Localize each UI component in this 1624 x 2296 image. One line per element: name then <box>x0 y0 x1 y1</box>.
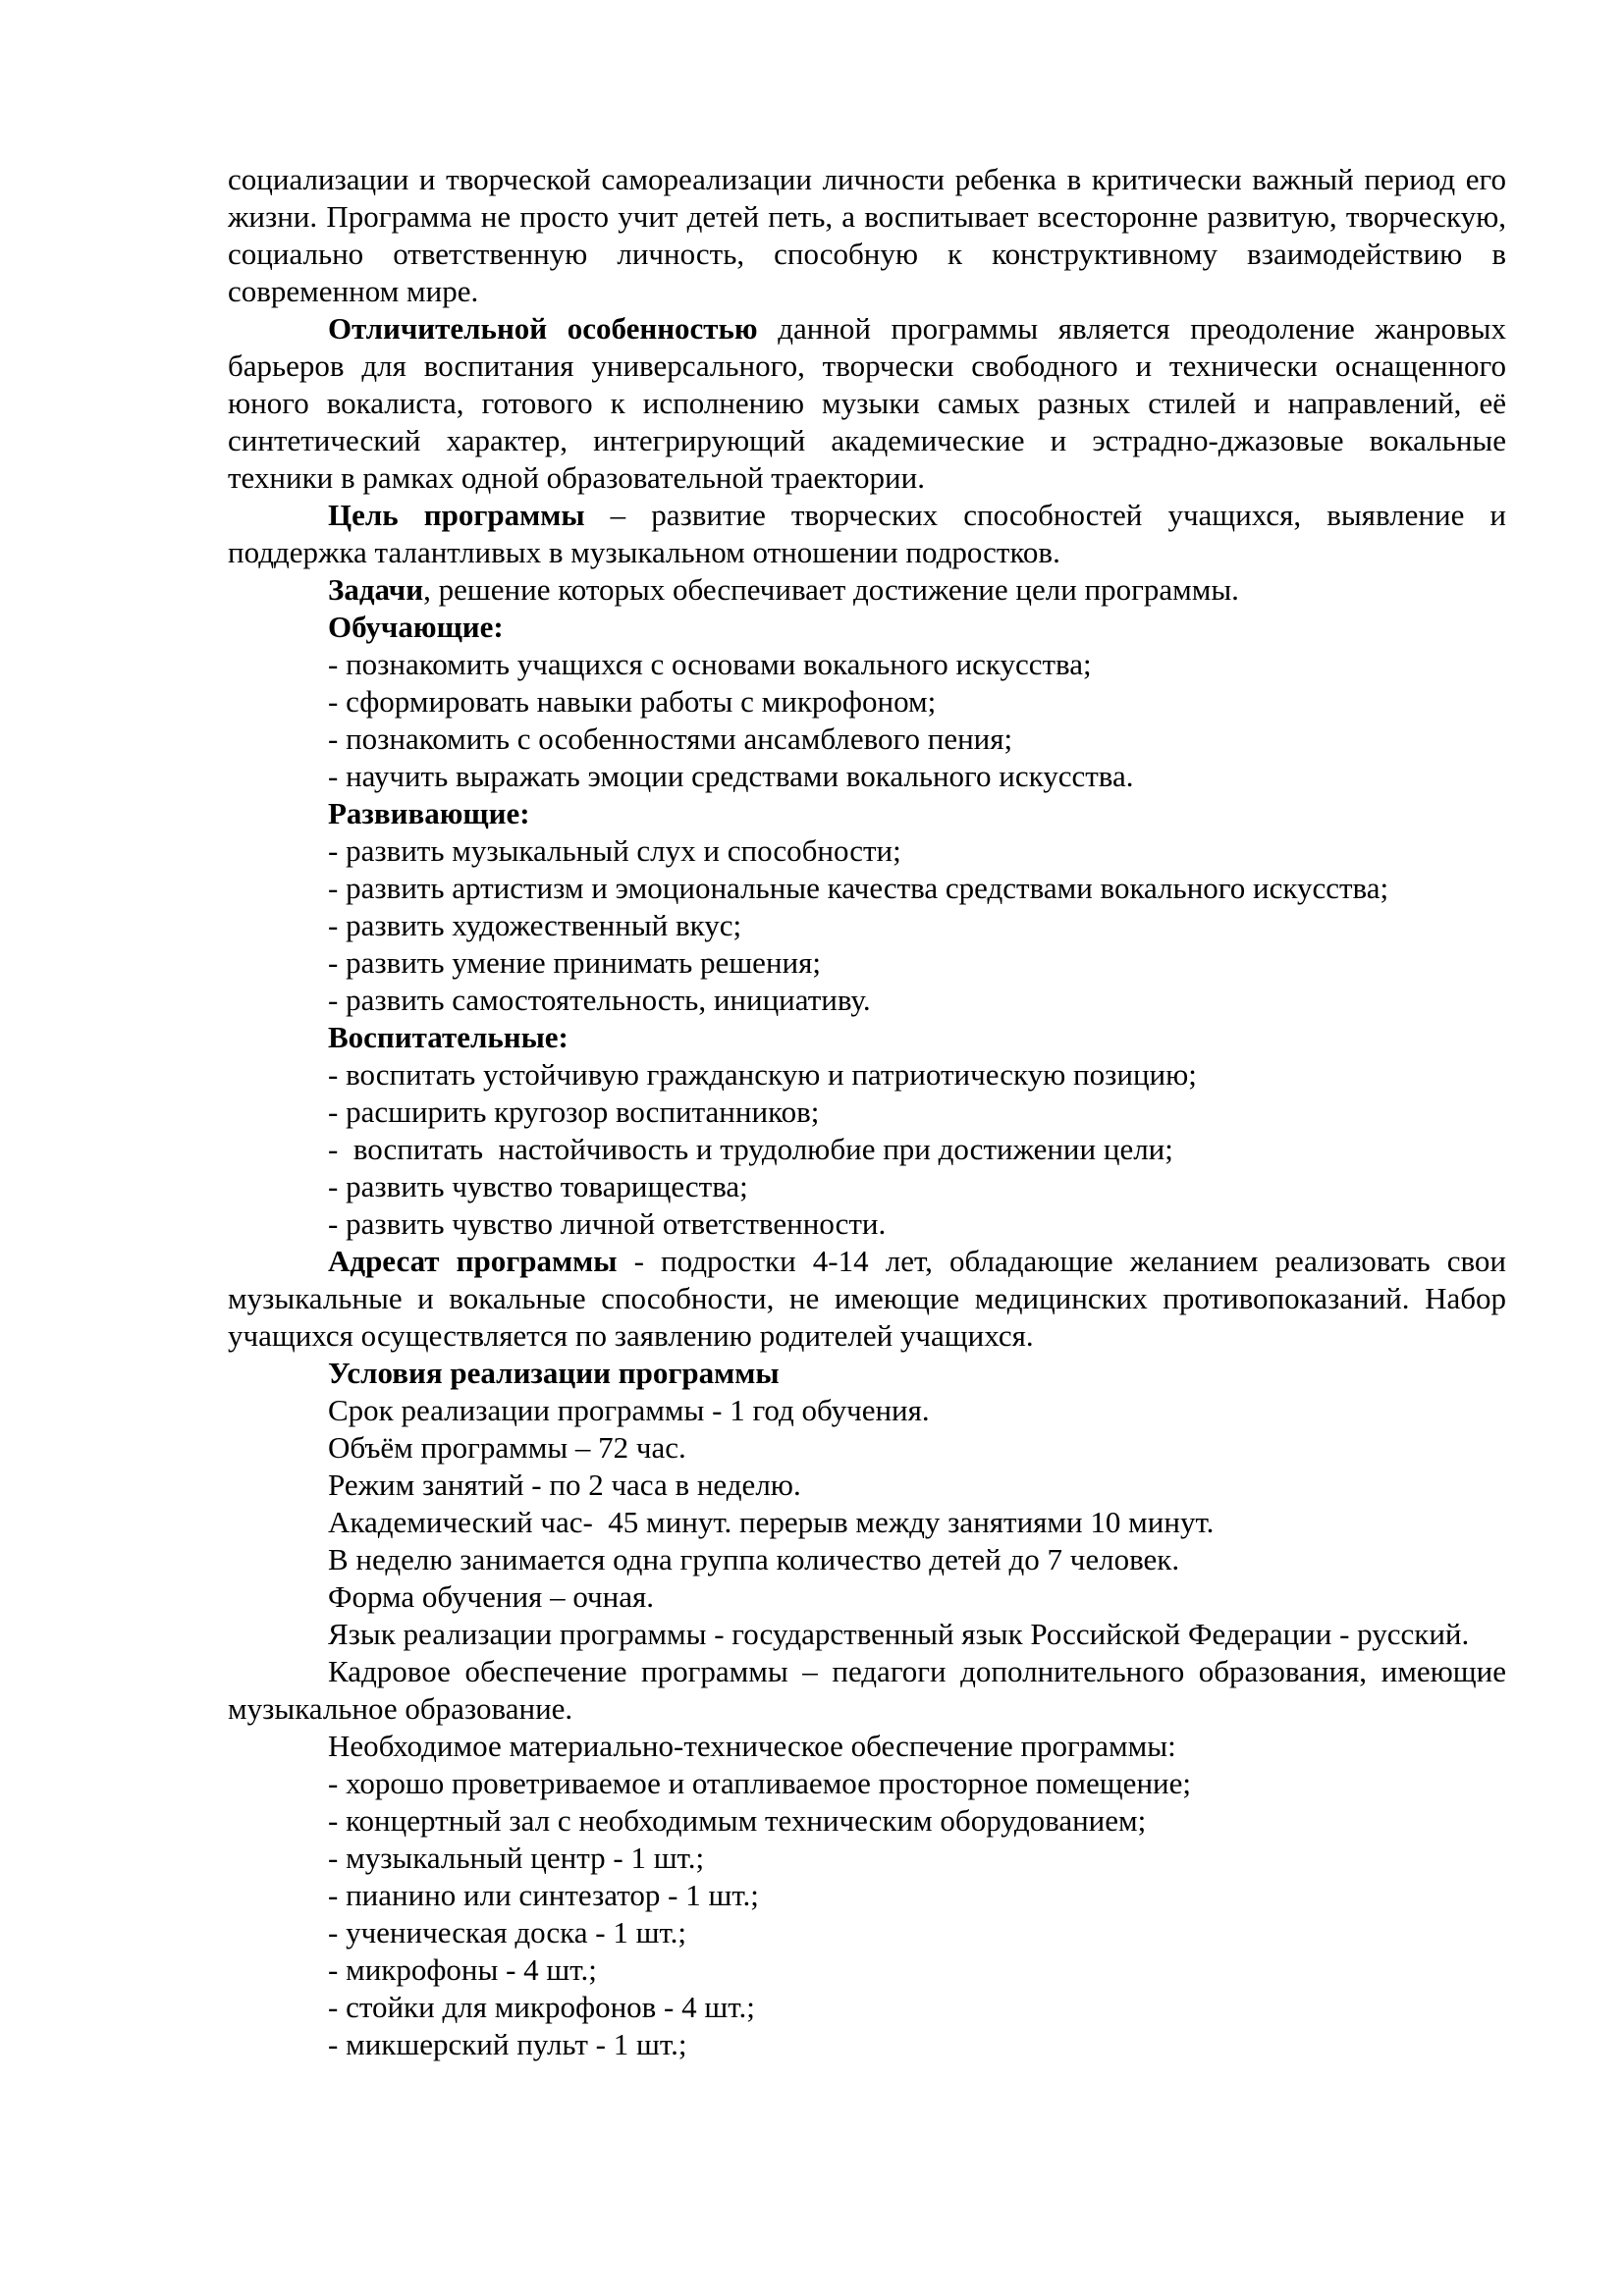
paragraph-22 <box>228 1243 1506 1355</box>
text-run: Необходимое материально-техническое обеспечение программы: <box>328 1729 1176 1763</box>
text-run: - развить артистизм и эмоциональные качества средствами вокального искусства; <box>328 871 1389 905</box>
paragraph-12 <box>228 870 1506 907</box>
paragraph-8 <box>228 721 1506 758</box>
paragraph-36 <box>228 1877 1506 1914</box>
bold-run: Условия реализации программы <box>328 1356 780 1390</box>
text-run: Режим занятий - по 2 часа в неделю. <box>328 1468 801 1502</box>
text-run: - воспитать устойчивую гражданскую и патриотическую позицию; <box>328 1057 1197 1092</box>
paragraph-7 <box>228 683 1506 721</box>
text-run: - пианино или синтезатор - 1 шт.; <box>328 1878 759 1912</box>
paragraph-19 <box>228 1131 1506 1168</box>
paragraph-28 <box>228 1541 1506 1578</box>
bold-run: Задачи <box>328 572 424 607</box>
paragraph-10 <box>228 795 1506 832</box>
text-run: - концертный зал с необходимым техническим оборудованием; <box>328 1803 1147 1838</box>
text-run: - научить выражать эмоции средствами вокального искусства. <box>328 759 1134 793</box>
paragraph-29 <box>228 1578 1506 1616</box>
text-run: - микшерский пульт - 1 шт.; <box>328 2027 687 2061</box>
paragraph-4 <box>228 571 1506 609</box>
paragraph-23 <box>228 1355 1506 1392</box>
paragraph-11 <box>228 832 1506 870</box>
paragraph-39 <box>228 1989 1506 2026</box>
paragraph-1 <box>228 161 1506 310</box>
paragraph-5 <box>228 609 1506 646</box>
bold-run: Развивающие: <box>328 796 530 830</box>
paragraph-31 <box>228 1653 1506 1728</box>
paragraph-30 <box>228 1616 1506 1653</box>
paragraph-14 <box>228 944 1506 982</box>
bold-run: Воспитательные: <box>328 1020 568 1054</box>
paragraph-13 <box>228 907 1506 944</box>
text-run: - развить музыкальный слух и способности; <box>328 833 901 868</box>
paragraph-21 <box>228 1205 1506 1243</box>
text-run: данной программы является преодоление жанровых барьеров для воспитания универсального, творчески свободного и технически оснащенного юного вокалиста, готового к исполнению музыки самых разных стилей и направлений, её синтетический характер, интегрирующий академические и эстрадно-джазовые вокальные техники в рамках одной образовательной траектории. <box>228 311 1506 495</box>
paragraph-33 <box>228 1765 1506 1802</box>
text-run: Академический час- 45 минут. перерыв между занятиями 10 минут. <box>328 1505 1215 1539</box>
text-run: - микрофоны - 4 шт.; <box>328 1952 597 1987</box>
text-run: – развитие творческих способностей учащихся, выявление и поддержка талантливых в музыкальном отношении подростков. <box>228 498 1506 569</box>
text-run: , решение которых обеспечивает достижение цели программы. <box>423 572 1239 607</box>
text-run: - расширить кругозор воспитанников; <box>328 1095 820 1129</box>
paragraph-6 <box>228 646 1506 683</box>
text-run: - воспитать настойчивость и трудолюбие при достижении цели; <box>328 1132 1173 1166</box>
paragraph-17 <box>228 1056 1506 1094</box>
text-run: - развить чувство товарищества; <box>328 1169 748 1203</box>
bold-run: Отличительной особенностью <box>328 311 779 346</box>
paragraph-15 <box>228 982 1506 1019</box>
paragraph-38 <box>228 1951 1506 1989</box>
paragraph-25 <box>228 1429 1506 1467</box>
text-run: - развить умение принимать решения; <box>328 945 821 980</box>
text-run: - познакомить с особенностями ансамблевого пения; <box>328 721 1013 756</box>
text-run: - сформировать навыки работы с микрофоном; <box>328 684 937 719</box>
text-run: - ученическая доска - 1 шт.; <box>328 1915 687 1949</box>
paragraph-24 <box>228 1392 1506 1429</box>
text-run: Объём программы – 72 час. <box>328 1430 686 1465</box>
paragraph-37 <box>228 1914 1506 1951</box>
text-run: Кадровое обеспечение программы – педагоги дополнительного образования, имеющие музыкальное образование. <box>228 1654 1506 1726</box>
text-run: - развить художественный вкус; <box>328 908 742 942</box>
text-run: Форма обучения – очная. <box>328 1579 654 1614</box>
paragraph-32 <box>228 1728 1506 1765</box>
paragraph-3 <box>228 497 1506 571</box>
text-run: - развить самостоятельность, инициативу. <box>328 983 871 1017</box>
text-run: социализации и творческой самореализации личности ребенка в критически важный период его жизни. Программа не просто учит детей петь, а воспитывает всесторонне развитую, творческую, социально ответственную личность, способную к конструктивному взаимодействию в современном мире. <box>228 162 1506 308</box>
paragraph-35 <box>228 1840 1506 1877</box>
paragraph-40 <box>228 2026 1506 2063</box>
bold-run: Обучающие: <box>328 610 504 644</box>
paragraph-27 <box>228 1504 1506 1541</box>
text-run: - музыкальный центр - 1 шт.; <box>328 1841 705 1875</box>
text-run: Язык реализации программы - государственный язык Российской Федерации - русский. <box>328 1617 1470 1651</box>
text-run: - подростки 4-14 лет, обладающие желанием реализовать свои музыкальные и вокальные способности, не имеющие медицинских противопоказаний. Набор учащихся осуществляется по заявлению родителей учащихся. <box>228 1244 1506 1353</box>
paragraph-26 <box>228 1467 1506 1504</box>
text-run: - познакомить учащихся с основами вокального искусства; <box>328 647 1092 681</box>
paragraph-34 <box>228 1802 1506 1840</box>
paragraph-2 <box>228 310 1506 497</box>
bold-run: Цель программы <box>328 498 611 532</box>
bold-run: Адресат программы <box>328 1244 634 1278</box>
text-run: - хорошо проветриваемое и отапливаемое просторное помещение; <box>328 1766 1191 1800</box>
paragraph-20 <box>228 1168 1506 1205</box>
text-run: Срок реализации программы - 1 год обучения. <box>328 1393 930 1427</box>
text-run: В неделю занимается одна группа количество детей до 7 человек. <box>328 1542 1180 1576</box>
document-text <box>228 161 1506 2063</box>
paragraph-16 <box>228 1019 1506 1056</box>
text-run: - развить чувство личной ответственности. <box>328 1206 887 1241</box>
text-run: - стойки для микрофонов - 4 шт.; <box>328 1990 755 2024</box>
paragraph-18 <box>228 1094 1506 1131</box>
paragraph-9 <box>228 758 1506 795</box>
